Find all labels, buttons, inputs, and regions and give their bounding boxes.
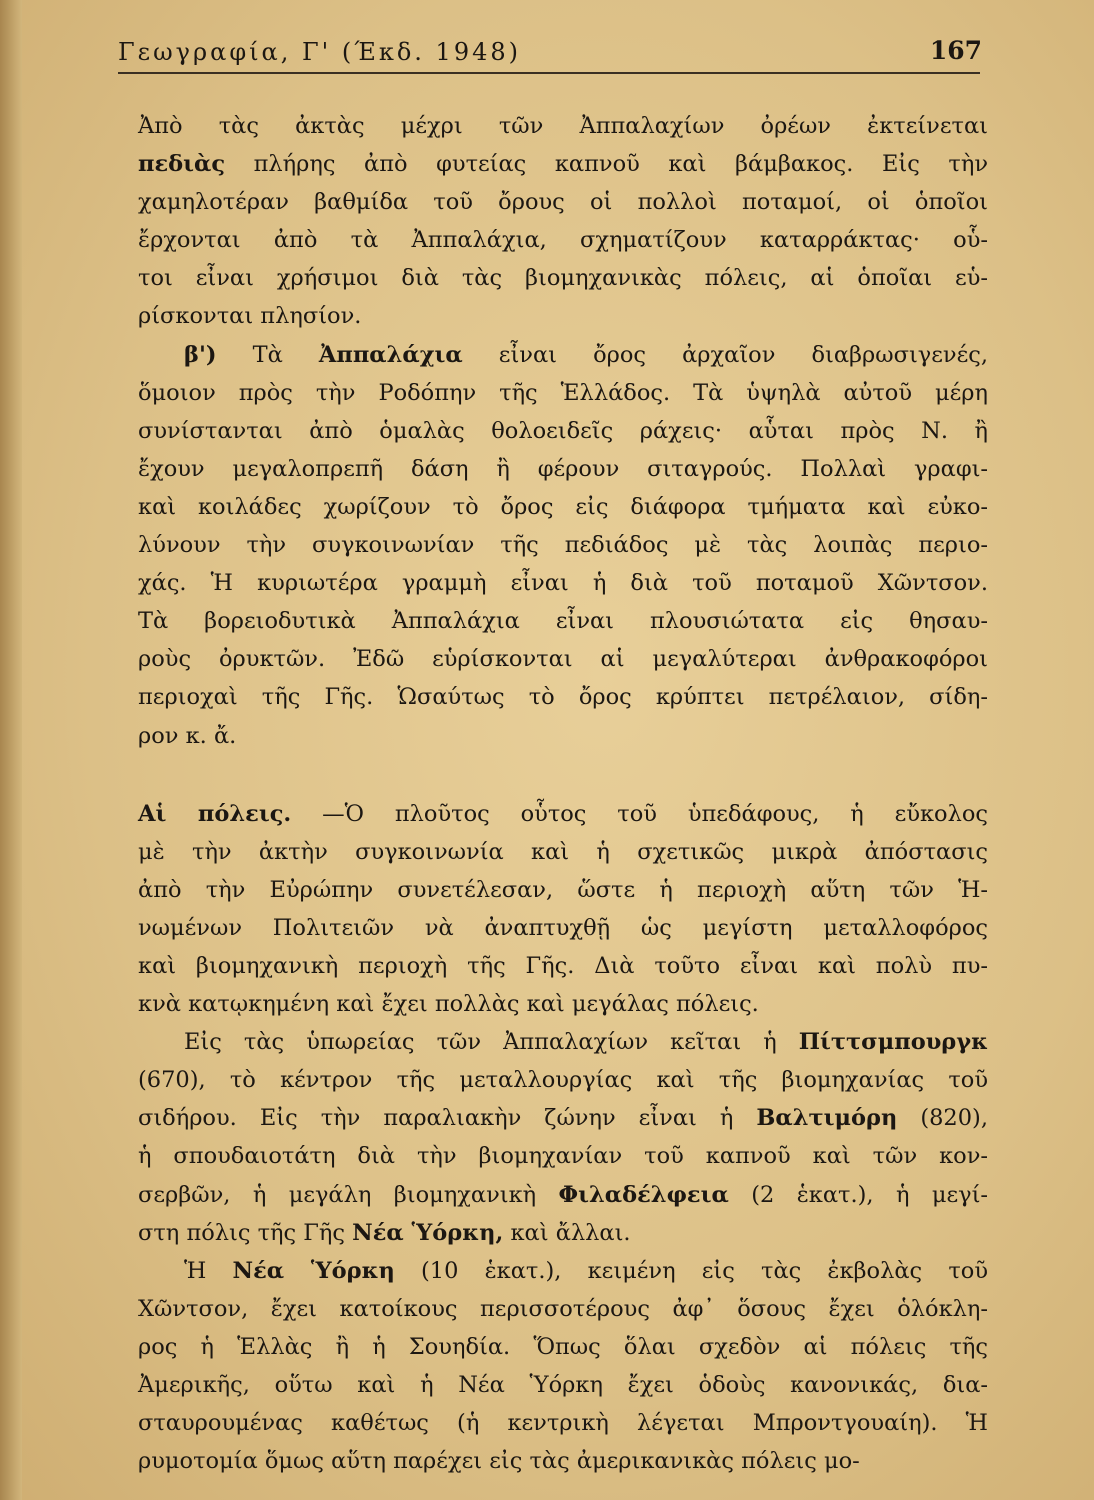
body-text [138, 107, 988, 1480]
text-run: (2 ἑκατ.), ἡ μεγί- [728, 1181, 988, 1208]
text-run: πλήρης ἀπὸ φυτείας καπνοῦ καὶ βάμβακος. Εἰς τὴν [225, 151, 988, 178]
paragraph [138, 1023, 988, 1252]
text-run: ἔχουν μεγαλοπρεπῆ δάση ἢ φέρουν σιταγρούς. Πολλαὶ γραφι- [138, 455, 988, 482]
text-line [138, 947, 988, 985]
text-run: ἀπὸ τὴν Εὐρώπην συνετέλεσαν, ὥστε ἡ περιοχὴ αὕτη τῶν Ἡ- [138, 876, 988, 903]
text-run: καὶ βιομηχανικὴ περιοχὴ τῆς Γῆς. Διὰ τοῦτο εἶναι καὶ πολὺ πυ- [138, 952, 988, 979]
text-line [138, 1290, 988, 1328]
bold-term: Ἀππαλάχια [318, 341, 463, 368]
text-line [138, 909, 988, 947]
page-number: 167 [929, 36, 982, 65]
text-line [138, 1404, 988, 1442]
text-run: —Ὁ πλοῦτος οὗτος τοῦ ὑπεδάφους, ἡ εὔκολος [291, 800, 989, 827]
text-line [138, 259, 988, 297]
paragraph [138, 336, 988, 755]
text-line [138, 717, 988, 755]
text-run: καὶ κοιλάδες χωρίζουν τὸ ὄρος εἰς διάφορα τμήματα καὶ εὐκο- [138, 493, 988, 520]
text-run: περιοχαὶ τῆς Γῆς. Ὡσαύτως τὸ ὄρος κρύπτει πετρέλαιον, σίδη- [138, 684, 988, 711]
text-run: σερβῶν, ἡ μεγάλη βιομηχανικὴ [138, 1181, 559, 1208]
text-run: Εἰς τὰς ὑπωρείας τῶν Ἀππαλαχίων κεῖται ἡ [184, 1029, 799, 1056]
paragraph [138, 107, 988, 336]
text-line [138, 412, 988, 450]
bold-term: β') [184, 341, 217, 368]
bold-term: πεδιὰς [138, 151, 226, 178]
text-run: λύνουν τὴν συγκοινωνίαν τῆς πεδιάδος μὲ τὰς λοιπὰς περιο- [138, 532, 988, 559]
running-title: Γεωγραφία, Γ' (Έκδ. 1948) [118, 38, 521, 66]
text-line [138, 183, 988, 221]
text-line [138, 374, 988, 412]
text-line [138, 795, 988, 833]
paragraph [138, 795, 988, 1024]
text-line [138, 1023, 988, 1061]
paragraph [138, 1252, 988, 1481]
text-run: χάς. Ἡ κυριωτέρα γραμμὴ εἶναι ἡ διὰ τοῦ ποταμοῦ Χῶντσον. [138, 570, 988, 597]
text-line [138, 450, 988, 488]
text-line [138, 678, 988, 716]
text-line [138, 336, 988, 374]
text-line [138, 1137, 988, 1175]
text-run: Ἀπὸ τὰς ἀκτὰς μέχρι τῶν Ἀππαλαχίων ὀρέων ἐκτείνεται [138, 113, 988, 139]
bold-term: Νέα Ὑόρκη [232, 1257, 395, 1284]
running-head [118, 38, 988, 74]
text-line [138, 1176, 988, 1214]
text-line [138, 1214, 988, 1252]
text-line [138, 1061, 988, 1099]
text-run: ἡ σπουδαιοτάτη διὰ τὴν βιομηχανίαν τοῦ καπνοῦ καὶ τῶν κον- [138, 1143, 988, 1170]
text-run: εἶναι ὄρος ἀρχαῖον διαβρωσιγενές, [462, 341, 988, 368]
text-run: στη πόλις τῆς Γῆς [138, 1219, 353, 1246]
text-run: μὲ τὴν ἀκτὴν συγκοινωνία καὶ ἡ σχετικῶς μικρὰ ἀπόστασις [138, 838, 988, 865]
page-edge-shadow [0, 0, 22, 1500]
text-line [138, 1366, 988, 1404]
text-run: σταυρουμένας καθέτως (ἡ κεντρικὴ λέγεται Μπροντγουαίη). Ἡ [138, 1410, 988, 1437]
text-line [138, 1252, 988, 1290]
bold-term: Βαλτιμόρη [756, 1105, 898, 1132]
text-run: Τὰ βορειοδυτικὰ Ἀππαλάχια εἶναι πλουσιώτατα εἰς θησαυ- [138, 608, 988, 635]
text-line [138, 107, 988, 145]
text-run: ρον κ. ἄ. [138, 722, 237, 749]
text-line [138, 145, 988, 183]
text-run: (820), [897, 1105, 988, 1132]
text-run: καὶ ἄλλαι. [503, 1219, 631, 1246]
text-run: νωμένων Πολιτειῶν νὰ ἀναπτυχθῇ ὡς μεγίστη μεταλλοφόρος [138, 914, 988, 941]
text-line [138, 871, 988, 909]
text-run: Τὰ [216, 341, 319, 368]
text-line [138, 526, 988, 564]
bold-term: Νέα Ὑόρκη, [352, 1219, 504, 1246]
text-run: ροὺς ὀρυκτῶν. Ἐδῶ εὑρίσκονται αἱ μεγαλύτεραι ἀνθρακοφόροι [138, 646, 988, 673]
text-run: ὅμοιον πρὸς τὴν Ροδόπην τῆς Ἑλλάδος. Τὰ ὑψηλὰ αὐτοῦ μέρη [138, 379, 988, 406]
text-line [138, 1099, 988, 1137]
text-line [138, 488, 988, 526]
text-run: Χῶντσον, ἔχει κατοίκους περισσοτέρους ἀφ᾽ ὅσους ἔχει ὁλόκλη- [138, 1295, 988, 1322]
text-run: Ἀμερικῆς, οὕτω καὶ ἡ Νέα Ὑόρκη ἔχει ὁδοὺς κανονικάς, δια- [138, 1372, 988, 1398]
bold-term: Πίττσμπουργκ [798, 1029, 988, 1056]
text-line [138, 640, 988, 678]
bold-term: Αἱ πόλεις. [138, 800, 292, 827]
text-run: ρυμοτομία ὅμως αὕτη παρέχει εἰς τὰς ἀμερικανικὰς πόλεις μο- [138, 1448, 860, 1475]
text-line [138, 1328, 988, 1366]
text-run: ἔρχονται ἀπὸ τὰ Ἀππαλάχια, σχηματίζουν καταρράκτας· οὗ- [138, 227, 988, 254]
text-line [138, 985, 988, 1023]
text-line [138, 1442, 988, 1480]
text-run: (10 ἑκατ.), κειμένη εἰς τὰς ἐκβολὰς τοῦ [394, 1257, 988, 1284]
header-rule [118, 72, 980, 74]
text-line [138, 221, 988, 259]
text-run: σιδήρου. Εἰς τὴν παραλιακὴν ζώνην εἶναι ἡ [138, 1105, 757, 1132]
text-run: Ἡ [184, 1257, 233, 1284]
text-line [138, 833, 988, 871]
text-run: κνὰ κατῳκημένη καὶ ἔχει πολλὰς καὶ μεγάλας πόλεις. [138, 991, 759, 1018]
text-run: (670), τὸ κέντρον τῆς μεταλλουργίας καὶ τῆς βιομηχανίας τοῦ [138, 1067, 988, 1094]
text-run: ρίσκονται πλησίον. [138, 303, 362, 330]
text-line [138, 297, 988, 335]
bold-term: Φιλαδέλφεια [558, 1181, 729, 1208]
text-run: τοι εἶναι χρήσιμοι διὰ τὰς βιομηχανικὰς πόλεις, αἱ ὁποῖαι εὑ- [138, 265, 988, 292]
text-run: ρος ἡ Ἑλλὰς ἢ ἡ Σουηδία. Ὅπως ὅλαι σχεδὸν αἱ πόλεις τῆς [138, 1333, 988, 1360]
text-line [138, 564, 988, 602]
text-line [138, 602, 988, 640]
text-run: συνίστανται ἀπὸ ὁμαλὰς θολοειδεῖς ράχεις· αὗται πρὸς Ν. ἢ [138, 417, 988, 444]
text-run: χαμηλοτέραν βαθμίδα τοῦ ὄρους οἱ πολλοὶ ποταμοί, οἱ ὁποῖοι [138, 189, 988, 216]
